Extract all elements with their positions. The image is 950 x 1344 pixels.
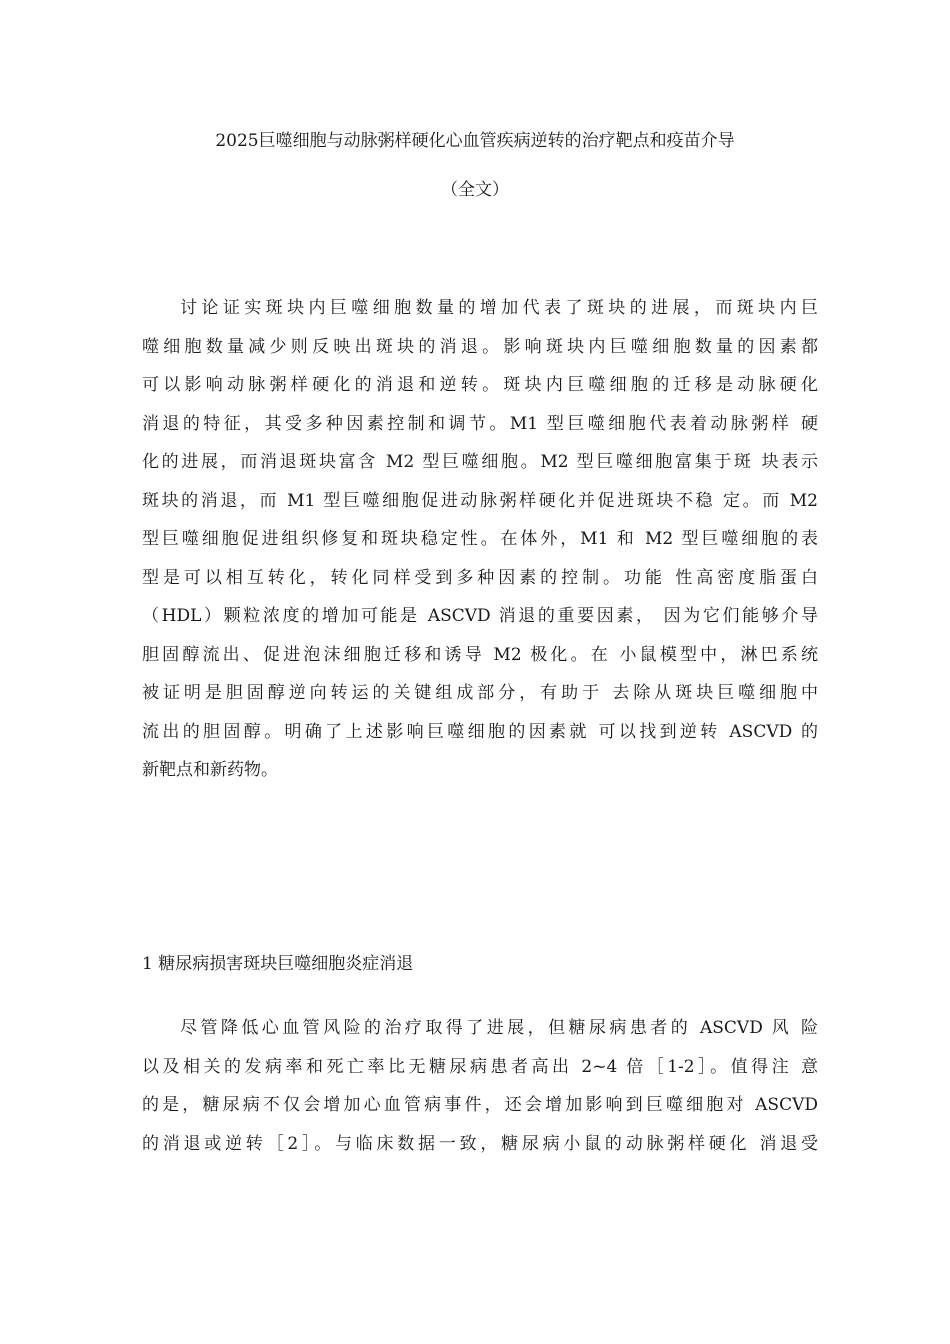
document-subtitle: （全文） [441, 180, 509, 200]
paragraph-line: 讨论证实斑块内巨噬细胞数量的增加代表了斑块的进展，而斑块内巨 [180, 298, 818, 318]
paragraph-line: 化的进展，而消退斑块富含 M2 型巨噬细胞。M2 型巨噬细胞富集于斑 块表示 [142, 452, 818, 472]
paragraph-line: 的消退或逆转［2］。与临床数据一致，糖尿病小鼠的动脉粥样硬化 消退受 [142, 1133, 818, 1154]
paragraph-line: 新靶点和新药物。 [142, 760, 278, 780]
paragraph-line: 噬细胞数量减少则反映出斑块的消退。影响斑块内巨噬细胞数量的因素都 [142, 336, 818, 357]
paragraph-line: 胆固醇流出、促进泡沫细胞迁移和诱导 M2 极化。在 小鼠模型中，淋巴系统 [142, 644, 818, 665]
paragraph-line: （HDL）颗粒浓度的增加可能是 ASCVD 消退的重要因素， 因为它们能够介导 [142, 606, 818, 626]
paragraph-line: 的是，糖尿病不仅会增加心血管病事件，还会增加影响到巨噬细胞对 ASCVD [142, 1095, 818, 1115]
paragraph-line: 可以影响动脉粥样硬化的消退和逆转。斑块内巨噬细胞的迁移是动脉硬化 [142, 375, 818, 395]
paragraph-line: 型巨噬细胞促进组织修复和斑块稳定性。在体外，M1 和 M2 型巨噬细胞的表 [142, 529, 818, 549]
paragraph-line: 被证明是胆固醇逆向转运的关键组成部分，有助于 去除从斑块巨噬细胞中 [142, 683, 818, 703]
paragraph-1 [142, 289, 818, 790]
paragraph-line: 以及相关的发病率和死亡率比无糖尿病患者高出 2~4 倍［1-2］。值得注 意 [142, 1056, 818, 1077]
paragraph-line: 尽管降低心血管风险的治疗取得了进展，但糖尿病患者的 ASCVD 风 险 [180, 1018, 818, 1038]
document-title: 2025巨噬细胞与动脉粥样硬化心血管疾病逆转的治疗靶点和疫苗介导 [215, 131, 735, 151]
paragraph-line: 流出的胆固醇。明确了上述影响巨噬细胞的因素就 可以找到逆转 ASCVD 的 [142, 721, 818, 742]
paragraph-2 [142, 1009, 818, 1163]
paragraph-line: 消退的特征，其受多种因素控制和调节。M1 型巨噬细胞代表着动脉粥样 硬 [142, 413, 818, 434]
paragraph-line: 斑块的消退，而 M1 型巨噬细胞促进动脉粥样硬化并促进斑块不稳 定。而 M2 [142, 490, 818, 511]
paragraph-line: 型是可以相互转化，转化同样受到多种因素的控制。功能 性高密度脂蛋白 [142, 567, 818, 588]
section-heading: 1 糖尿病损害斑块巨噬细胞炎症消退 [142, 954, 414, 974]
